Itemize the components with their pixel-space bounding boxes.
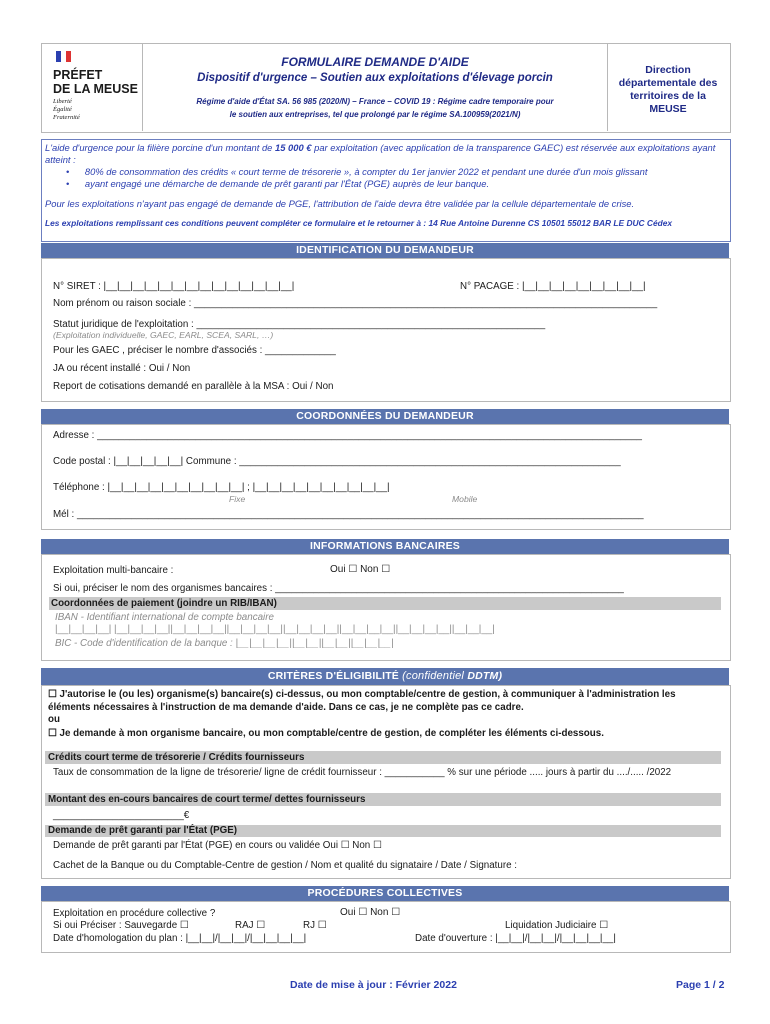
pge-bar	[45, 825, 721, 837]
montant-field[interactable]: ________________________€	[53, 810, 190, 821]
regime-line1: Régime d'aide d'État SA. 56 985 (2020/N) – France – COVID 19 : Régime cadre temporaire pour	[196, 97, 554, 106]
sauvegarde-checkbox[interactable]: Si oui Préciser : Sauvegarde ☐	[53, 920, 189, 931]
cp-commune-field[interactable]: Code postal : |__|__|__|__|__| Commune : ______________________________________________________________________	[53, 456, 621, 467]
bic-field[interactable]: BIC - Code d'identification de la banque : |__|__|__|__||__|__||__|__||__|__|__|	[55, 638, 394, 649]
header-divider-right	[607, 43, 608, 131]
statut-hint: (Exploitation individuelle, GAEC, EARL, SCEA, SARL, …)	[53, 330, 274, 340]
montant-bar	[45, 793, 721, 806]
intro-bullet1: • 80% de consommation des crédits « court terme de trésorerie », à compter du 1er janvier 2022 et pendant une durée d'un mois glissant	[66, 166, 648, 177]
credits-label: Crédits court terme de trésorerie / Crédits fournisseurs	[48, 752, 305, 763]
logo-line1: PRÉFET	[53, 68, 103, 82]
logo-line2: DE LA MEUSE	[53, 82, 138, 96]
intro-bullet1-text: 80% de consommation des crédits « court terme de trésorerie », à compter du 1er janvier 2022 et pendant une durée d'un mois glissant	[84, 166, 648, 177]
homologation-field[interactable]: Date d'homologation du plan : |__|__|/|__|__|/|__|__|__|__|	[53, 933, 307, 944]
multi-bancaire-label: Exploitation multi-bancaire :	[53, 565, 174, 576]
siret-field[interactable]: N° SIRET : |__|__|__|__|__|__|__|__|__|__|__|__|__|__|	[53, 281, 295, 292]
crit-heading-ddtm: DDTM)	[467, 670, 503, 682]
iban-field[interactable]: |__|__|__|__| |__|__|__|__||__|__|__|__||__|__|__|__||__|__|__|__||__|__|__|__||__|__|__|__||__|__|__|	[55, 624, 495, 635]
credits-bar	[45, 751, 721, 764]
bank-heading: INFORMATIONS BANCAIRES	[41, 539, 729, 554]
organismes-field[interactable]: Si oui, préciser le nom des organismes bancaires : ________________________________________________________________	[53, 583, 624, 594]
marianne-logo	[56, 51, 72, 62]
fixe-label: Fixe	[229, 494, 246, 504]
coord-paiement-label: Coordonnées de paiement (joindre un RIB/IBAN)	[51, 598, 277, 609]
msa-field[interactable]: Report de cotisations demandé en parallèle à la MSA : Oui / Non	[53, 381, 334, 392]
form-title: FORMULAIRE DEMANDE D'AIDE	[281, 55, 469, 69]
logo-motto-3: Fraternité	[53, 114, 80, 121]
adresse-field[interactable]: Adresse : ____________________________________________________________________________________________________	[53, 430, 642, 441]
proc-heading: PROCÉDURES COLLECTIVES	[41, 886, 729, 901]
pge-field[interactable]: Demande de prêt garanti par l'État (PGE) en cours ou validée Oui ☐ Non ☐	[53, 840, 382, 851]
nom-field[interactable]: Nom prénom ou raison sociale : _____________________________________________________________________________________	[53, 298, 658, 309]
logo-motto-2: Égalité	[53, 106, 72, 113]
pacage-field[interactable]: N° PACAGE : |__|__|__|__|__|__|__|__|__|	[460, 281, 646, 292]
ouverture-field[interactable]: Date d'ouverture : |__|__|/|__|__|/|__|__|__|__|	[415, 933, 616, 944]
regime-line2: le soutien aux entreprises, tel que prolongé par le régime SA.100959(2021/N)	[229, 110, 521, 119]
gaec-field[interactable]: Pour les GAEC , préciser le nombre d'associés : _____________	[53, 345, 336, 356]
telephone-field[interactable]: Téléphone : |__|__|__|__|__|__|__|__|__|__| ; |__|__|__|__|__|__|__|__|__|__|	[53, 482, 390, 493]
intro-amount: 15 000 €	[275, 142, 312, 153]
mel-field[interactable]: Mél : ________________________________________________________________________________________________________	[53, 509, 644, 520]
intro-bullet2-text: ayant engagé une démarche de demande de prêt garanti par l'État (PGE) auprès de leur banque.	[84, 178, 490, 189]
pge-label: Demande de prêt garanti par l'État (PGE)	[48, 825, 238, 836]
rj-checkbox[interactable]: RJ ☐	[303, 920, 327, 931]
intro-bullet2: • ayant engagé une démarche de demande de prêt garanti par l'État (PGE) auprès de leur banque.	[66, 178, 490, 189]
procedure-options[interactable]: Oui ☐ Non ☐	[340, 907, 401, 918]
crit-heading	[41, 668, 729, 685]
crit-heading-text: CRITÈRES D'ÉLIGIBILITÉ	[267, 670, 400, 682]
intro-p2: Pour les exploitations n'ayant pas engagé de demande de PGE, l'attribution de l'aide devra être validée par la cellule départementale de crise.	[45, 198, 635, 209]
coord-paiement-bar	[49, 597, 721, 610]
update-date: Date de mise à jour : Février 2022	[290, 979, 457, 991]
intro-p1	[45, 142, 725, 166]
liquidation-checkbox[interactable]: Liquidation Judiciaire ☐	[505, 920, 609, 931]
ident-heading: IDENTIFICATION DU DEMANDEUR	[41, 243, 729, 258]
intro-p1-text: L'aide d'urgence pour la filière porcine d'un montant de	[45, 142, 275, 153]
procedure-label: Exploitation en procédure collective ?	[53, 908, 216, 919]
raj-checkbox[interactable]: RAJ ☐	[235, 920, 266, 931]
coord-heading: COORDONNÉES DU DEMANDEUR	[41, 409, 729, 424]
direction-label: Direction départementale des territoires de la MEUSE	[618, 64, 718, 115]
ou-label: ou	[48, 714, 60, 725]
montant-label: Montant des en-cours bancaires de court terme/ dettes fournisseurs	[48, 794, 366, 805]
mobile-label: Mobile	[452, 494, 478, 504]
logo-motto-1: Liberté	[53, 98, 72, 105]
form-subtitle: Dispositif d'urgence – Soutien aux exploitations d'élevage porcin	[197, 72, 553, 84]
page-number: Page 1 / 2	[676, 979, 725, 991]
authorize-checkbox[interactable]: ☐ J'autorise le (ou les) organisme(s) bancaire(s) ci-dessus, ou mon comptable/centre de gestion, à communiquer à l'administration les éléments nécessaires à l'instruction de ma demande d'aide. Dans ce cas, je ne complète pas ce cadre.	[48, 689, 676, 713]
ja-field[interactable]: JA ou récent installé : Oui / Non	[53, 363, 191, 374]
crit-heading-conf: (confidentiel	[402, 670, 468, 682]
statut-field[interactable]: Statut juridique de l'exploitation : ________________________________________________________________	[53, 319, 546, 330]
cachet-field[interactable]: Cachet de la Banque ou du Comptable-Centre de gestion / Nom et qualité du signataire / Date / Signature :	[53, 860, 518, 871]
intro-p1b-text: par exploitation (avec application de la transparence GAEC) est réservée aux exploitations ayant atteint :	[45, 142, 716, 165]
taux-field[interactable]: Taux de consommation de la ligne de trésorerie/ ligne de crédit fournisseur : ___________ % sur une période ..... jours à partir du ..../..... /2022	[53, 767, 672, 778]
request-checkbox[interactable]: ☐ Je demande à mon organisme bancaire, ou mon comptable/centre de gestion, de compléter les éléments ci-dessous.	[48, 728, 604, 739]
multi-bancaire-options[interactable]: Oui ☐ Non ☐	[330, 564, 391, 575]
intro-p3: Les exploitations remplissant ces conditions peuvent compléter ce formulaire et le retourner à : 14 Rue Antoine Durenne CS 10501 55012 BAR LE DUC Cédex	[45, 218, 673, 228]
iban-label: IBAN - Identifiant international de compte bancaire	[55, 612, 274, 623]
